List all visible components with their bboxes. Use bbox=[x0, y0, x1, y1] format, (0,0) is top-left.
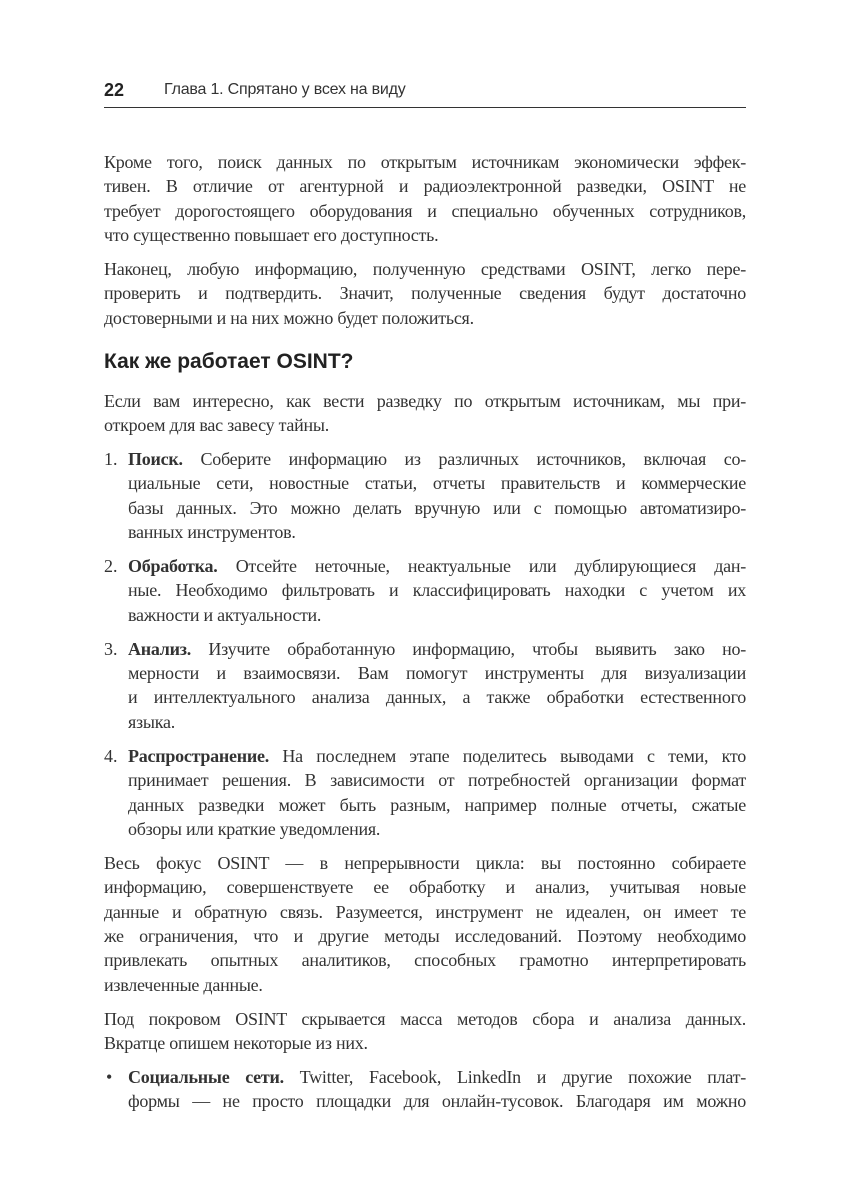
text-line: базы данных. Это можно делать вручную или с помощью автоматизиро- bbox=[128, 497, 746, 518]
item-number: 3. bbox=[104, 638, 118, 659]
text-line: ванных инструментов. bbox=[128, 522, 296, 543]
text-line bbox=[128, 744, 746, 768]
paragraph bbox=[104, 150, 746, 248]
text-line: и интеллектуального анализа данных, а также обработки естественного bbox=[128, 687, 746, 708]
text-line: Кроме того, поиск данных по открытым источникам экономически эффек- bbox=[104, 152, 746, 172]
list-item bbox=[104, 1065, 746, 1114]
text-line: извлеченные данные. bbox=[104, 974, 263, 995]
item-text: Соберите информацию из различных источников, включая со- bbox=[182, 448, 746, 469]
text-line bbox=[128, 637, 746, 661]
list-item bbox=[104, 554, 746, 627]
paragraph bbox=[104, 257, 746, 330]
text-line: ные. Необходимо фильтровать и классифицировать находки с учетом их bbox=[128, 580, 746, 601]
text-line: достоверными и на них можно будет положиться. bbox=[104, 307, 474, 328]
item-term: Социальные сети. bbox=[128, 1066, 284, 1087]
numbered-list bbox=[104, 447, 746, 841]
item-text: Изучите обработанную информацию, чтобы выявить зако но- bbox=[190, 638, 746, 659]
item-number: 1. bbox=[104, 448, 118, 469]
text-line: привлекать опытных аналитиков, способных грамотно интерпретировать bbox=[104, 950, 746, 971]
paragraph bbox=[104, 1007, 746, 1056]
text-line: циальные сети, новостные статьи, отчеты правительств и коммерческие bbox=[128, 473, 746, 494]
text-line bbox=[128, 1065, 746, 1089]
text-line: Весь фокус OSINT — в непрерывности цикла: вы постоянно собираете bbox=[104, 852, 746, 873]
bullet-list bbox=[104, 1065, 746, 1114]
section-heading: Как же работает OSINT? bbox=[104, 350, 354, 374]
item-term: Распространение. bbox=[128, 745, 270, 766]
item-number: 4. bbox=[104, 745, 118, 766]
text-line: откроем для вас завесу тайны. bbox=[104, 415, 330, 436]
text-line: важности и актуальности. bbox=[128, 604, 322, 625]
item-term: Анализ. bbox=[128, 638, 191, 659]
text-line: формы — не просто площадки для онлайн-тусовок. Благодаря им можно bbox=[128, 1091, 746, 1112]
page-body bbox=[104, 150, 746, 1123]
text-line: обзоры или краткие уведомления. bbox=[128, 818, 381, 839]
text-line: же ограничения, что и другие методы исследований. Поэтому необходимо bbox=[104, 925, 746, 946]
list-item bbox=[104, 744, 746, 842]
item-text: Twitter, Facebook, LinkedIn и другие похожие плат- bbox=[283, 1066, 746, 1087]
text-line: Если вам интересно, как вести разведку по открытым источникам, мы при- bbox=[104, 390, 746, 411]
text-line: тивен. В отличие от агентурной и радиоэлектронной разведки, OSINT не bbox=[104, 176, 746, 197]
item-term: Обработка. bbox=[128, 555, 218, 576]
text-line bbox=[128, 554, 746, 578]
text-line: языка. bbox=[128, 711, 175, 732]
text-line bbox=[128, 447, 746, 471]
running-header bbox=[104, 80, 746, 108]
list-item bbox=[104, 447, 746, 545]
paragraph bbox=[104, 389, 746, 438]
text-line: данные и обратную связь. Разумеется, инструмент не идеален, он имеет те bbox=[104, 901, 746, 922]
item-number: 2. bbox=[104, 555, 118, 576]
item-term: Поиск. bbox=[128, 448, 183, 469]
item-text: На последнем этапе поделитесь выводами с теми, кто bbox=[269, 745, 746, 766]
page-number: 22 bbox=[104, 80, 125, 100]
chapter-title: Глава 1. Спрятано у всех на виду bbox=[164, 81, 406, 98]
text-line: что существенно повышает его доступность. bbox=[104, 225, 439, 246]
text-line: проверить и подтвердить. Значит, полученные сведения будут достаточно bbox=[104, 283, 746, 304]
list-item bbox=[104, 637, 746, 735]
text-line: принимает решения. В зависимости от потребностей организации формат bbox=[128, 770, 746, 791]
text-line: данных разведки может быть разным, например полные отчеты, сжатые bbox=[128, 794, 746, 815]
paragraph bbox=[104, 851, 746, 997]
text-line: требует дорогостоящего оборудования и специально обученных сотрудников, bbox=[104, 200, 746, 221]
text-line: Под покровом OSINT скрывается масса методов сбора и анализа данных. bbox=[104, 1008, 746, 1029]
bullet-icon: • bbox=[106, 1066, 113, 1087]
item-text: Отсейте неточные, неактуальные или дублирующиеся дан- bbox=[217, 555, 746, 576]
text-line: мерности и взаимосвязи. Вам помогут инструменты для визуализации bbox=[128, 663, 746, 684]
text-line: информацию, совершенствуете ее обработку и анализ, учитывая новые bbox=[104, 877, 746, 898]
text-line: Вкратце опишем некоторые из них. bbox=[104, 1033, 368, 1054]
text-line: Наконец, любую информацию, полученную средствами OSINT, легко пере- bbox=[104, 259, 746, 280]
